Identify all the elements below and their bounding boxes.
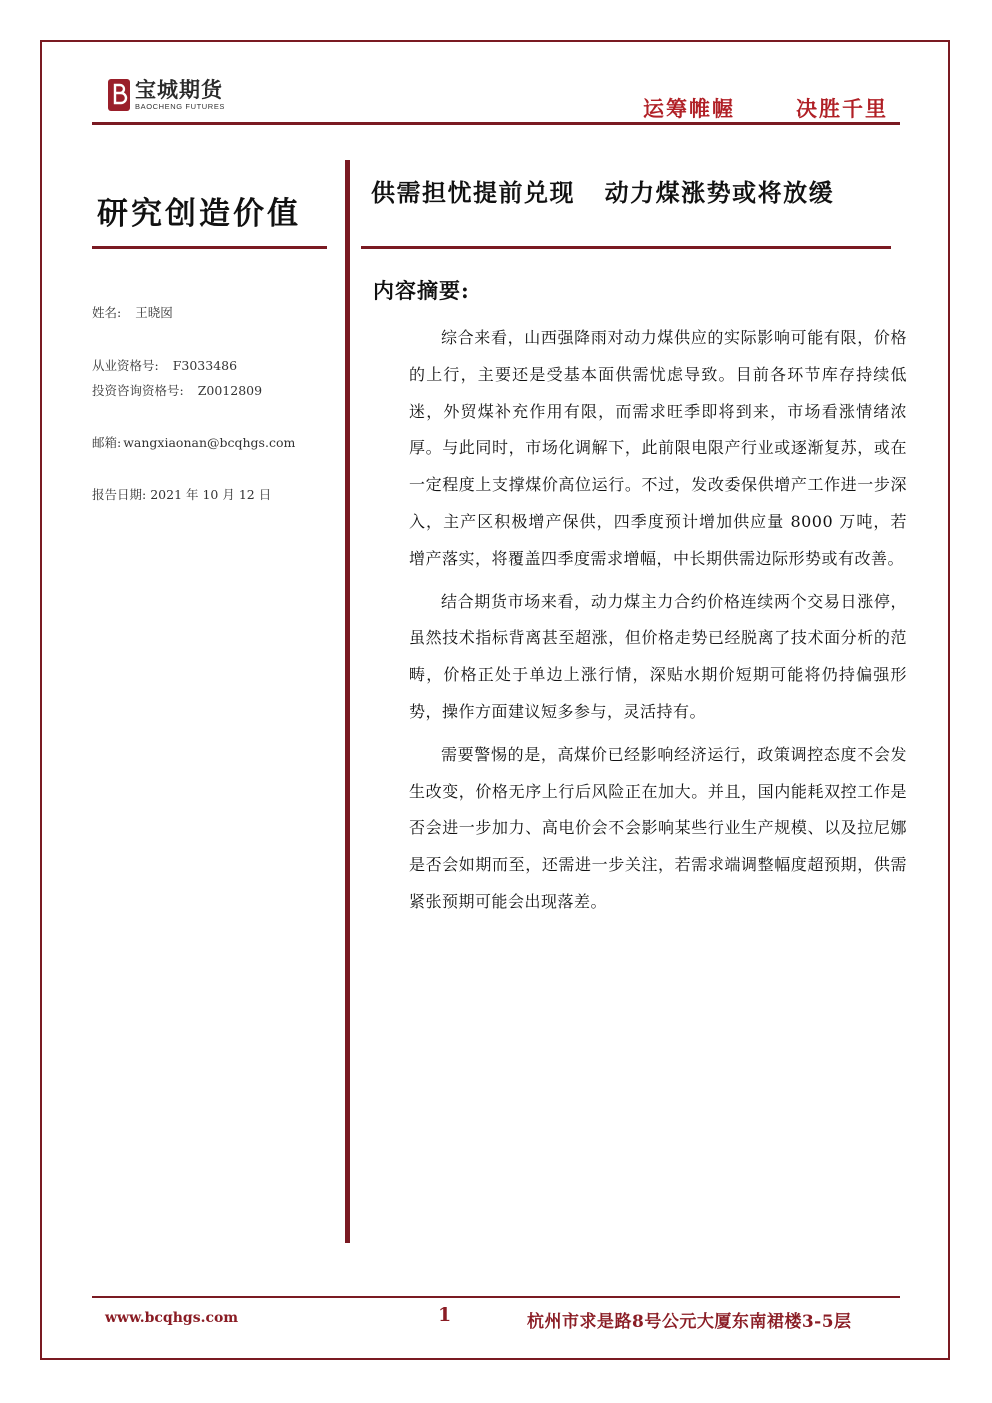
- summary-paragraph: 需要警惕的是，高煤价已经影响经济运行，政策调控态度不会发生改变，价格无序上行后风险正在加大。并且，国内能耗双控工作是否会进一步加力、高电价会不会影响某些行业生产规模、以及拉尼娜是否会如期而至，还需进一步关注，若需求端调整幅度超预期，供需紧张预期可能会出现落差。: [409, 744, 907, 911]
- summary-heading: 内容摘要:: [373, 278, 470, 303]
- license-value: F3033486: [172, 358, 238, 373]
- logo-b-icon: [107, 78, 131, 112]
- summary-paragraph: 综合来看，山西强降雨对动力煤供应的实际影响可能有限，价格的上行，主要还是受基本面供需忧虑导致。目前各环节库存持续低迷，外贸煤补充作用有限，而需求旺季即将到来，市场看涨情绪浓厚。与此同时，市场化调解下，此前限电限产行业或逐渐复苏，或在一定程度上支撑煤价高位运行。不过，发改委保供增产工作进一步深入，主产区积极增产保供，四季度预计增加供应量 8000 万吨，若增产落实，将覆盖四季度需求增幅，中长期供需边际形势或有改善。: [409, 328, 907, 568]
- consult-license-line: [92, 381, 262, 399]
- sidebar-title-underline: [92, 246, 327, 249]
- report-date-value: 2021 年 10 月 12 日: [150, 487, 272, 502]
- license-label: 从业资格号:: [92, 358, 159, 373]
- page-number: 1: [438, 1304, 452, 1326]
- company-logo: [107, 78, 225, 112]
- report-date-label: 报告日期:: [92, 487, 147, 502]
- email-label: 邮箱:: [92, 435, 122, 450]
- sidebar-title: 研究创造价值: [97, 196, 301, 232]
- slogan-right: 决胜千里: [796, 96, 888, 121]
- summary-body: [409, 320, 907, 927]
- footer-website[interactable]: www.bcqhgs.com: [105, 1310, 239, 1326]
- consult-license-value: Z0012809: [197, 383, 263, 398]
- logo-chinese-name: 宝城期货: [135, 77, 223, 103]
- license-line: [92, 356, 237, 374]
- report-title-underline: [361, 246, 891, 249]
- vertical-divider: [345, 160, 350, 1243]
- footer-divider: [92, 1296, 900, 1298]
- email-value[interactable]: wangxiaonan@bcqhgs.com: [123, 435, 296, 450]
- consult-license-label: 投资咨询资格号:: [92, 383, 184, 398]
- footer-address: 杭州市求是路8号公元大厦东南裙楼3-5层: [527, 1312, 852, 1332]
- author-line: [92, 303, 173, 321]
- email-line: [92, 433, 295, 451]
- author-value: 王晓囡: [135, 305, 173, 320]
- slogan-left: 运筹帷幄: [643, 96, 735, 121]
- header-divider: [92, 122, 900, 125]
- summary-paragraph: 结合期货市场来看，动力煤主力合约价格连续两个交易日涨停，虽然技术指标背离甚至超涨，但价格走势已经脱离了技术面分析的范畴，价格正处于单边上涨行情，深贴水期价短期可能将仍持偏强形势，操作方面建议短多参与，灵活持有。: [409, 591, 907, 721]
- report-date-line: [92, 485, 271, 503]
- author-label: 姓名:: [92, 305, 122, 320]
- logo-english-name: BAOCHENG FUTURES: [135, 102, 226, 112]
- report-title: 供需担忧提前兑现 动力煤涨势或将放缓: [371, 178, 835, 207]
